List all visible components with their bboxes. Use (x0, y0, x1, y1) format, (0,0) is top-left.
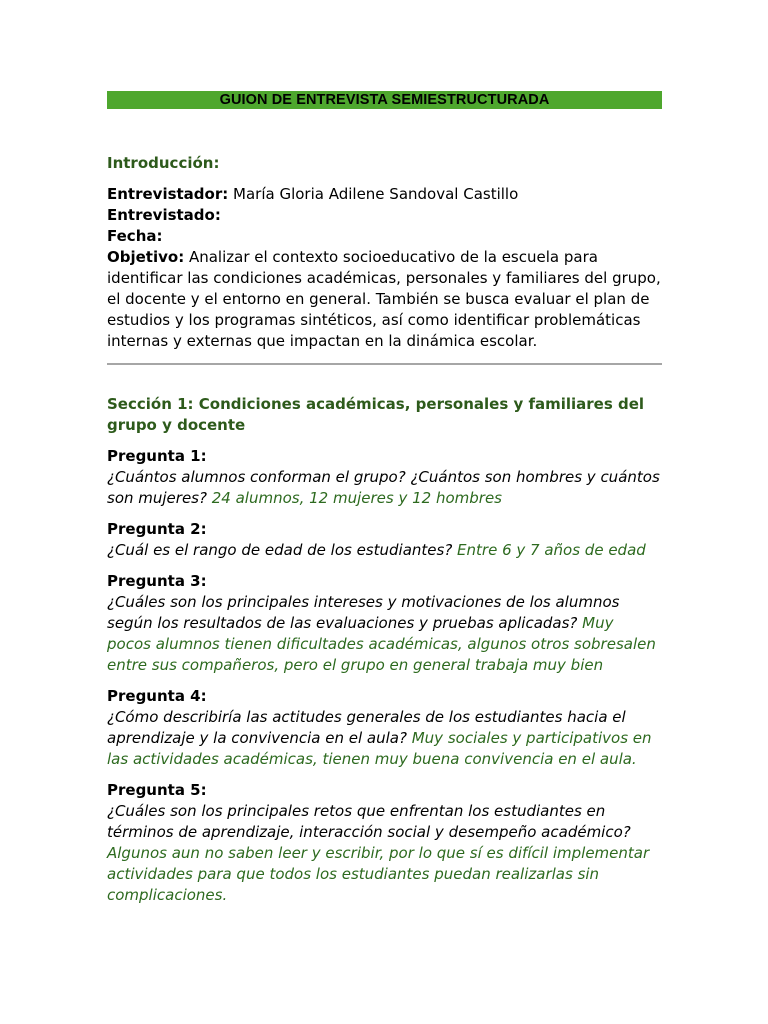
question-text: ¿Cuáles son los principales retos que enfrentan los estudiantes en términos de aprendizaje, interacción social y desempeño académico? (107, 802, 631, 841)
section-1-heading: Sección 1: Condiciones académicas, personales y familiares del grupo y docente (107, 395, 645, 434)
question-label: Pregunta 5: (107, 781, 207, 799)
question-block (107, 780, 662, 906)
question-body (107, 801, 662, 906)
question-block (107, 571, 662, 676)
question-body (107, 540, 662, 561)
question-label: Pregunta 3: (107, 572, 207, 590)
question-answer: Algunos aun no saben leer y escribir, por lo que sí es difícil implementar actividades para que todos los estudiantes puedan realizarlas sin complicaciones. (107, 844, 650, 904)
section-divider (107, 363, 662, 365)
interviewer-label: Entrevistador: (107, 185, 229, 203)
question-text: ¿Cómo describiría las actitudes generales de los estudiantes hacia el aprendizaje y la convivencia en el aula? (107, 708, 626, 747)
intro-block (107, 184, 662, 352)
interviewer-line (107, 184, 662, 205)
document-page (107, 91, 662, 906)
question-answer: Muy sociales y participativos en las actividades académicas, tienen muy buena convivencia en el aula. (107, 729, 652, 768)
interviewer-value: María Gloria Adilene Sandoval Castillo (228, 185, 519, 203)
question-answer: Muy pocos alumnos tienen dificultades académicas, algunos otros sobresalen entre sus compañeros, pero el grupo en general trabaja muy bien (107, 614, 656, 674)
question-label: Pregunta 1: (107, 447, 207, 465)
question-block (107, 519, 662, 561)
intro-heading: Introducción: (107, 154, 220, 172)
objective-line (107, 247, 662, 352)
date-line (107, 226, 662, 247)
date-label: Fecha: (107, 227, 163, 245)
question-answer: 24 alumnos, 12 mujeres y 12 hombres (206, 489, 502, 507)
question-body (107, 707, 662, 770)
question-block (107, 446, 662, 509)
question-label: Pregunta 2: (107, 520, 207, 538)
question-text: ¿Cuántos alumnos conforman el grupo? ¿Cuántos son hombres y cuántos son mujeres? (107, 468, 660, 507)
question-body (107, 592, 662, 676)
objective-value: Analizar el contexto socioeducativo de la escuela para identificar las condiciones académicas, personales y familiares del grupo, el docente y el entorno en general. También se busca evaluar el plan de estudios y los programas sintéticos, así como identificar problemáticas internas y externas que impactan en la dinámica escolar. (107, 248, 661, 350)
interviewee-line (107, 205, 662, 226)
document-title: GUION DE ENTREVISTA SEMIESTRUCTURADA (107, 91, 662, 109)
interviewee-label: Entrevistado: (107, 206, 221, 224)
question-label: Pregunta 4: (107, 687, 207, 705)
question-answer: Entre 6 y 7 años de edad (452, 541, 646, 559)
question-body (107, 467, 662, 509)
question-block (107, 686, 662, 770)
question-text: ¿Cuáles son los principales intereses y motivaciones de los alumnos según los resultados de las evaluaciones y pruebas aplicadas? (107, 593, 620, 632)
objective-label: Objetivo: (107, 248, 185, 266)
question-text: ¿Cuál es el rango de edad de los estudiantes? (107, 541, 453, 559)
